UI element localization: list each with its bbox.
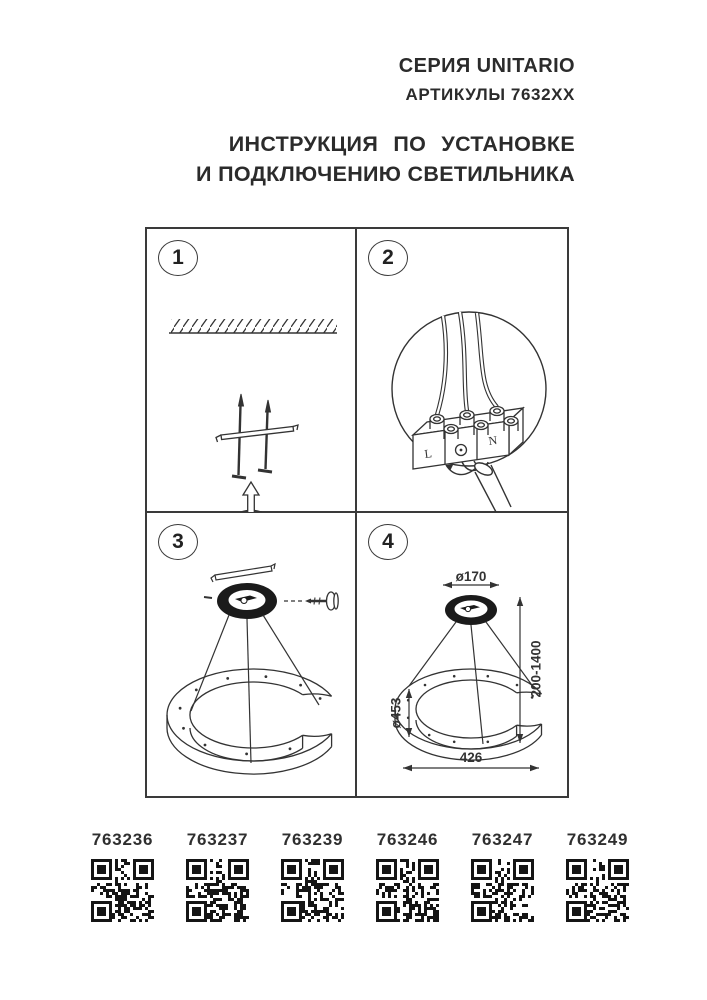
canopy-icon [204, 583, 277, 619]
terminal-label-live: L [423, 446, 433, 461]
terminal-block-icon [413, 407, 523, 470]
mounting-screws-icon [216, 394, 298, 478]
ring-holes [407, 674, 534, 742]
article-item [75, 830, 170, 922]
article-number: 763247 [471, 830, 534, 849]
article-number: 763236 [91, 830, 154, 849]
ceiling-bracket-icon [211, 564, 275, 582]
title-line-1: ИНСТРУКЦИЯ ПО УСТАНОВКЕ [228, 132, 575, 156]
step-number-badge: 4 [368, 524, 408, 560]
article-item [360, 830, 455, 922]
fixture-cable-icon [446, 460, 511, 512]
article-item [550, 830, 645, 922]
step-number-badge: 3 [158, 524, 198, 560]
dimension-overall-width: 426 [459, 749, 483, 765]
terminal-label-neutral: N [487, 433, 498, 448]
article-item [265, 830, 360, 922]
dimension-suspension-length: 200-1400 [528, 639, 544, 698]
article-number: 763239 [281, 830, 344, 849]
document-title [196, 129, 575, 189]
step-2-panel [357, 229, 567, 513]
instruction-grid [145, 227, 569, 798]
step-4-panel [357, 513, 567, 797]
screw-icon [284, 592, 338, 610]
step-number-badge: 1 [158, 240, 198, 276]
article-item [170, 830, 265, 922]
screw-in-rotation-arrow-icon [239, 482, 264, 512]
dimension-canopy-diameter: ø170 [455, 568, 487, 584]
qr-code [471, 859, 534, 922]
dimension-ring-diameter: ø453 [388, 697, 404, 728]
articles-code: АРТИКУЛЫ 7632XX [405, 85, 575, 104]
canopy-icon [445, 595, 497, 625]
ceiling-hatch-icon [169, 319, 337, 333]
qr-code [186, 859, 249, 922]
article-number: 763249 [566, 830, 629, 849]
article-qr-list [75, 830, 645, 922]
qr-code [376, 859, 439, 922]
header [399, 55, 575, 105]
step-1-panel [147, 229, 357, 513]
title-line-2: И ПОДКЛЮЧЕНИЮ СВЕТИЛЬНИКА [196, 162, 575, 186]
article-number: 763237 [186, 830, 249, 849]
qr-code [281, 859, 344, 922]
article-item [455, 830, 550, 922]
qr-code [566, 859, 629, 922]
supply-wires-icon [437, 312, 497, 415]
suspension-cables-icon [191, 615, 319, 763]
step-3-panel [147, 513, 357, 797]
series-name: СЕРИЯ UNITARIO [398, 55, 575, 77]
article-number: 763246 [376, 830, 439, 849]
qr-code [91, 859, 154, 922]
step-number-badge: 2 [368, 240, 408, 276]
